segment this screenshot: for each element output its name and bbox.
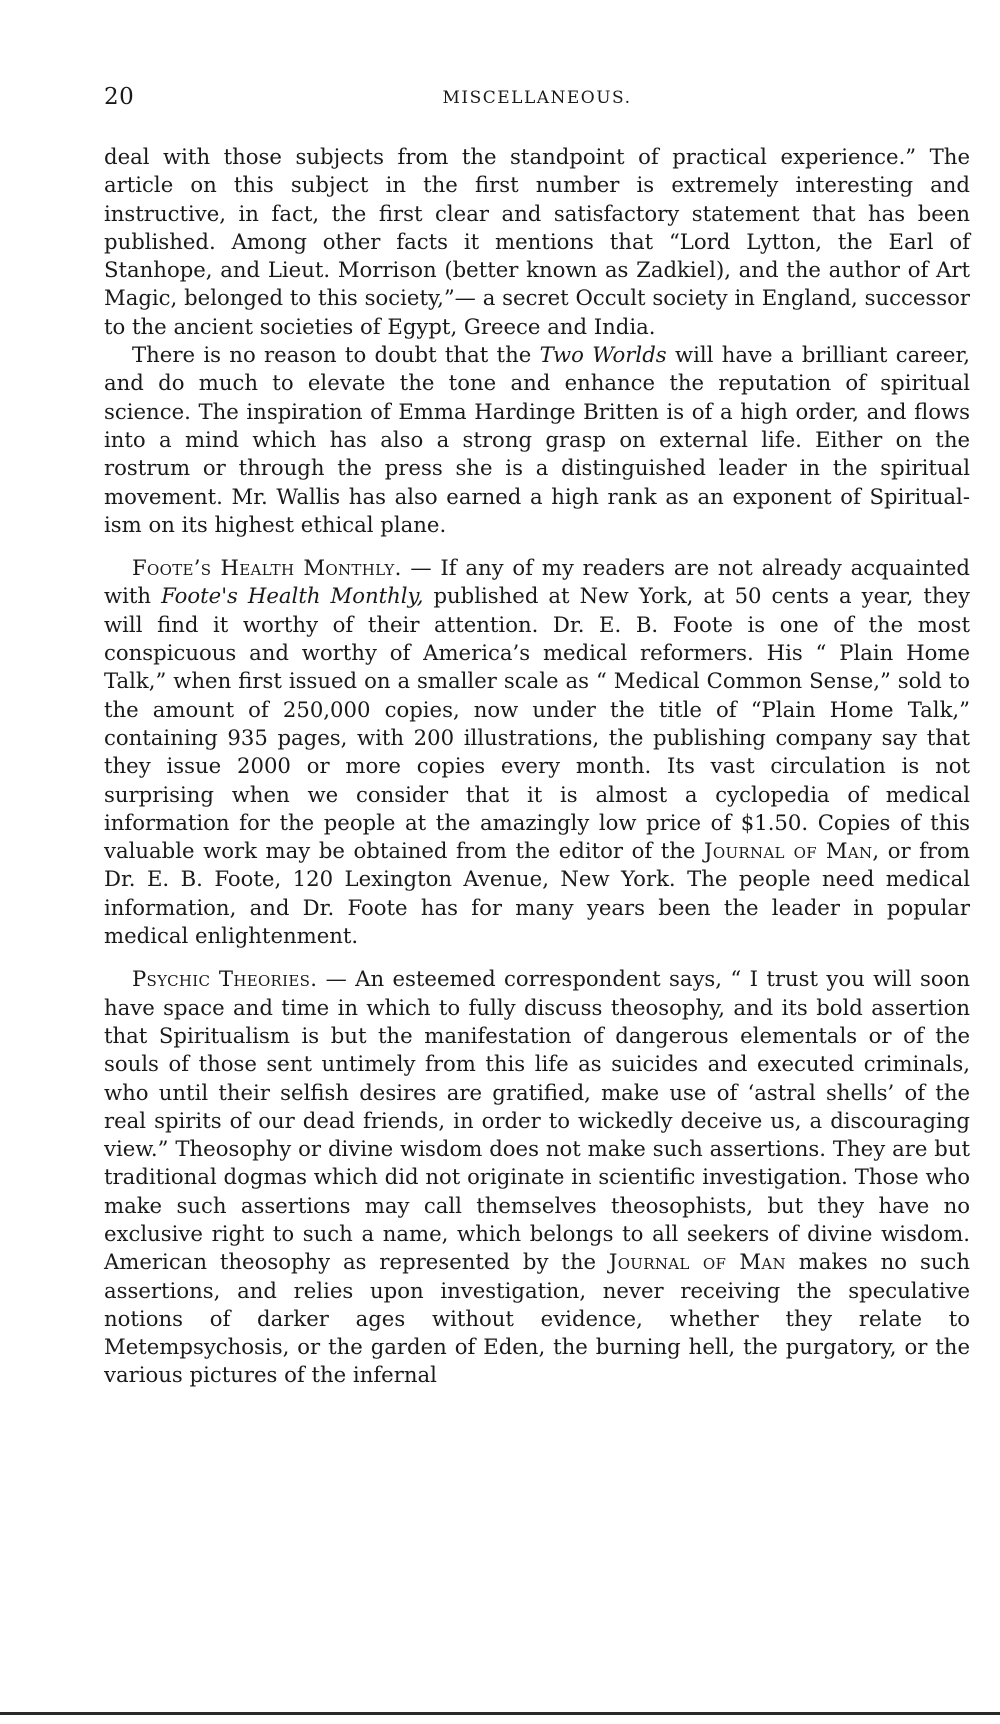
paragraph-text: , or from Dr. E. B. Foote, 120 Lexington Avenue, New York. The people need medical information, and Dr. Foote has for many years been the leader in popular medical enlightenment. [104,838,970,949]
paragraph-text: will have a brilliant career, and do much to elevate the tone and enhance the reputation of spiritual science. The inspiration of Emma Hardinge Britten is of a high order, and flows into a mind which has also a strong grasp on external life. Either on the rostrum or through the press she is a distinguished leader in the spiritual movement. Mr. Wallis has also earned a high rank as an exponent of Spiritualism on its highest ethical plane. [104,342,971,537]
section-psychic-theories [104,965,970,1389]
bottom-rule [0,1712,1000,1715]
page-number: 20 [104,84,135,110]
paragraph-text: — An esteemed correspondent says, “ I trust you will soon have space and time in which to fully discuss theosophy, and its bold assertion that Spiritualism is but the manifestation of dangerous elementals or of the souls of those sent untimely from this life as suicides and executed criminals, who until their selfish desires are gratified, make use of ‘astral shells’ of the real spirits of our dead friends, in order to wickedly deceive us, a discouraging view.” Theosophy or divine wisdom does not make such assertions. They are but traditional dogmas which did not originate in scientific investigation. Those who make such assertions may call themselves theosophists, but they have no exclusive right to such a name, which belongs to all seekers of divine wisdom. American theosophy as represented by the [104,966,970,1275]
paragraph-text: There is no reason to doubt that the [132,342,540,368]
paragraph-text: makes no such assertions, and relies upon investigation, never receiving the speculative notions of darker ages without evidence, whether they relate to Metempsychosis, or the garden of Eden, the burning hell, the purgatory, or the various pictures of the infernal [104,1249,970,1388]
paragraph-text: published at New York, at 50 cents a year, they will find it worthy of their attention. Dr. E. B. Foote is one of the most conspicuous and worthy of America’s medical reformers. His “ Plain Home Talk,” when first issued on a smaller scale as “ Medical Common Sense,” sold to the amount of 250,000 copies, now under the title of “Plain Home Talk,” containing 935 pages, with 200 illustrations, the publishing company say that they issue 2000 or more copies every month. Its vast circulation is not surprising when we consider that it is almost a cyclopedia of medical information for the people at the amazingly low price of $1.50. Copies of this valuable work may be obtained from the editor of the [104,583,970,864]
section-footes-health-monthly [104,554,970,950]
section-heading: Foote’s Health Monthly. [132,555,402,581]
page-header [104,84,970,116]
paragraph-text: — If any of my readers are not already acquainted with [104,555,970,609]
publication-title: Foote's Health Monthly, [161,583,424,609]
publication-title: Two Worlds [539,342,667,368]
journal-name: Journal of Man [608,1249,786,1275]
journal-name: Journal of Man [704,838,873,864]
running-title: MISCELLANEOUS. [442,88,632,108]
body-text [104,143,970,1390]
paragraph-continuation: deal with those subjects from the standpoint of practical experience.” The article on this subject in the first number is extremely interesting and instructive, in fact, the first clear and satisfactory statement that has been published. Among other facts it mentions that “Lord Lytton, the Earl of Stanhope, and Lieut. Morrison (better known as Zadkiel), and the author of Art Magic, belonged to this society,”— a secret Occult society in England, successor to the ancient societies of Egypt, Greece and India. [104,144,970,339]
section-heading: Psychic Theories. [132,966,318,992]
paragraph-two-worlds [104,341,970,539]
